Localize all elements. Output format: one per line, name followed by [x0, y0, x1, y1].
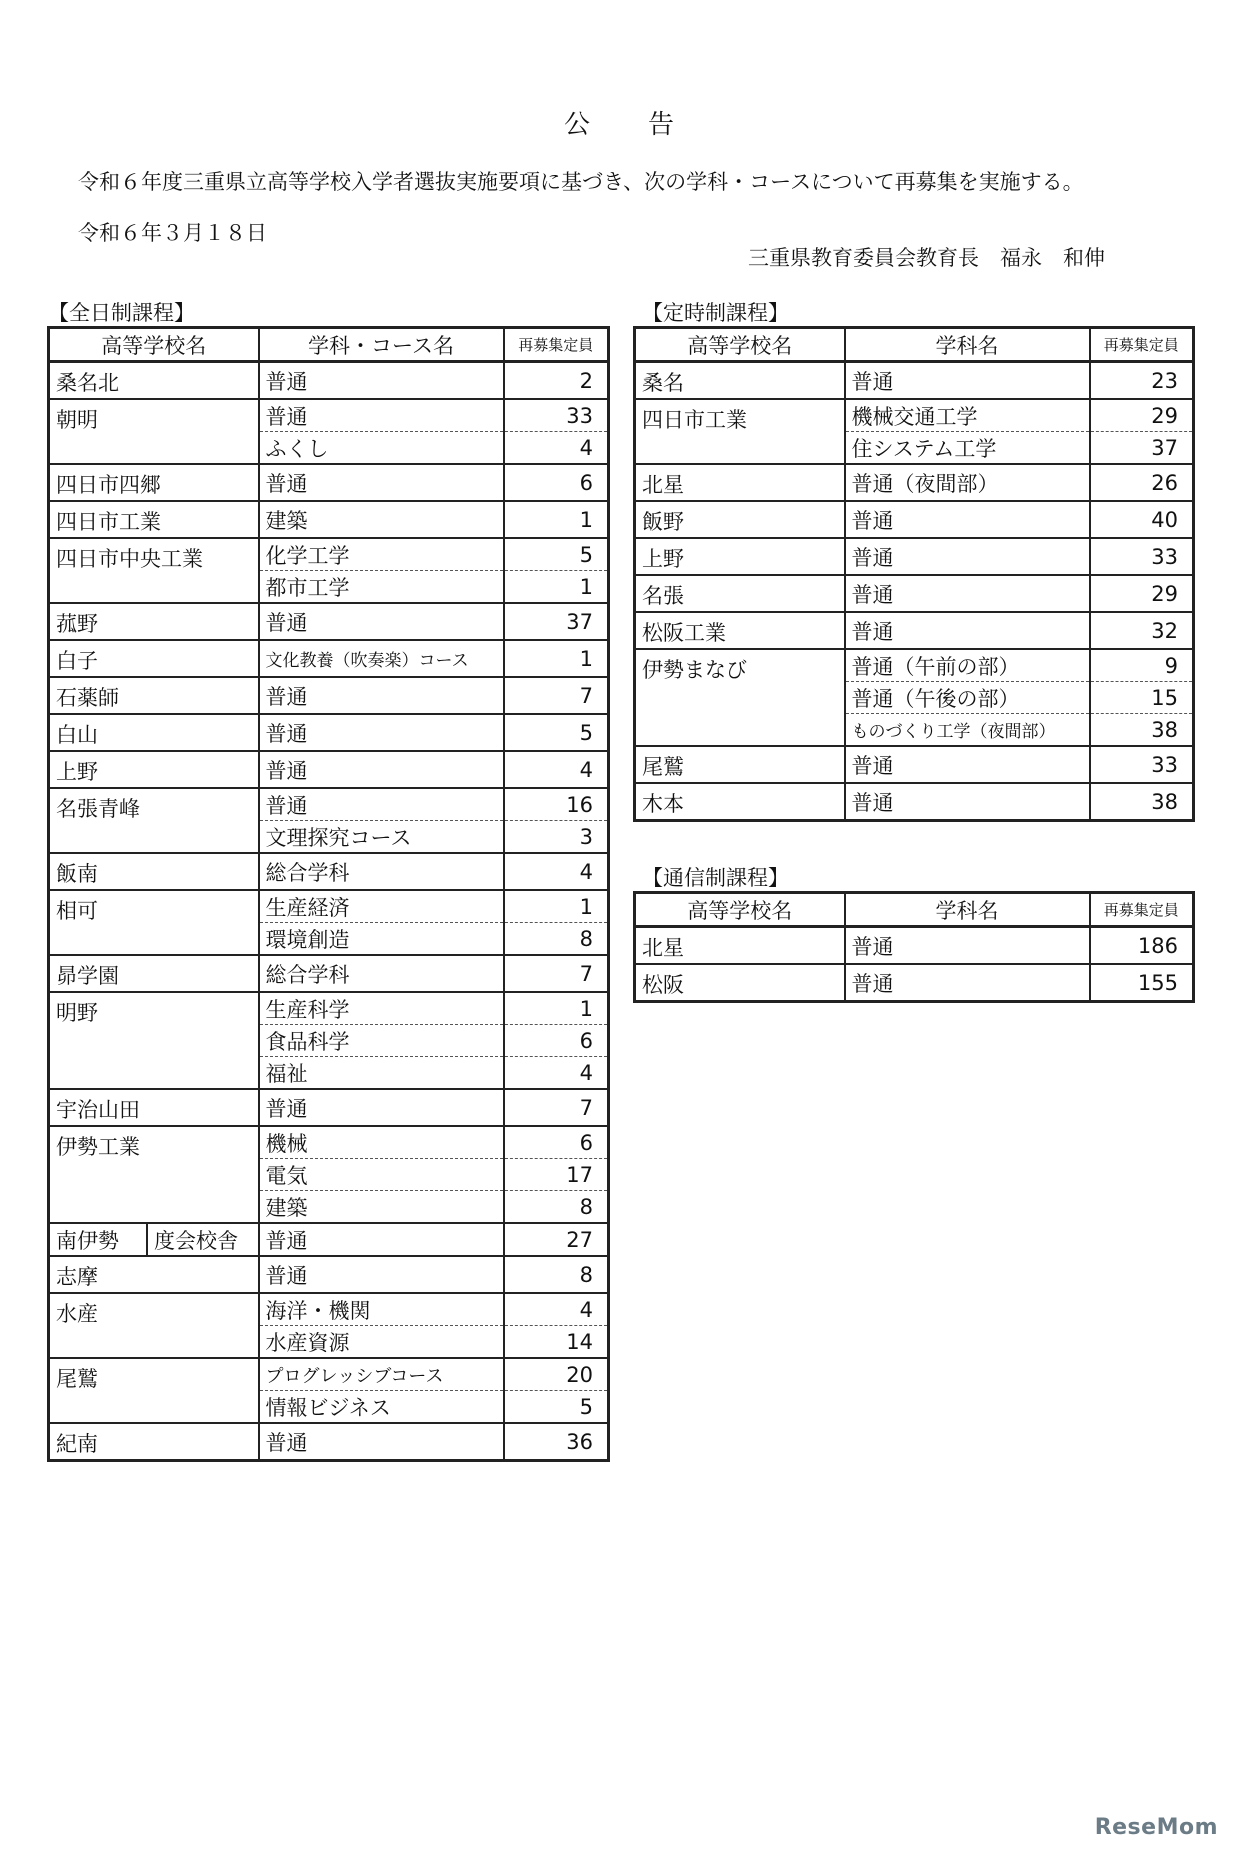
course-name: 普通 — [845, 927, 1090, 965]
quota-value: 27 — [504, 1223, 609, 1256]
quota-value: 20 — [504, 1358, 609, 1391]
quota-value: 5 — [504, 714, 609, 751]
course-name: 電気 — [259, 1159, 504, 1191]
school-name: 桑名北 — [49, 362, 259, 400]
table-row — [635, 612, 1194, 649]
course-name: 普通 — [259, 1423, 504, 1461]
header-school: 高等学校名 — [635, 328, 845, 362]
table-row — [49, 1358, 609, 1391]
school-name: 松阪工業 — [635, 612, 845, 649]
course-name: 普通 — [259, 603, 504, 640]
school-name: 明野 — [49, 992, 259, 1089]
course-name: 普通 — [259, 399, 504, 432]
school-name: 紀南 — [49, 1423, 259, 1461]
course-name: 化学工学 — [259, 538, 504, 571]
quota-value: 29 — [1090, 575, 1194, 612]
school-name: 伊勢まなび — [635, 649, 845, 746]
notice-signer: 三重県教育委員会教育長 福永 和伸 — [748, 246, 1105, 270]
quota-value: 15 — [1090, 682, 1194, 714]
course-name: 普通 — [845, 783, 1090, 821]
table-row — [635, 464, 1194, 501]
table-row — [635, 575, 1194, 612]
school-name: 名張青峰 — [49, 788, 259, 853]
course-name: 食品科学 — [259, 1025, 504, 1057]
course-name: 普通（夜間部） — [845, 464, 1090, 501]
quota-value: 6 — [504, 1025, 609, 1057]
quota-value: 7 — [504, 677, 609, 714]
school-name: 白山 — [49, 714, 259, 751]
school-name: 四日市工業 — [49, 501, 259, 538]
part-time-table — [633, 326, 1195, 822]
course-name: 環境創造 — [259, 923, 504, 956]
quota-value: 3 — [504, 821, 609, 854]
header-course: 学科名 — [845, 893, 1090, 927]
table-row — [635, 927, 1194, 965]
table-row — [49, 677, 609, 714]
quota-value: 29 — [1090, 399, 1194, 432]
quota-value: 26 — [1090, 464, 1194, 501]
header-course: 学科名 — [845, 328, 1090, 362]
school-name: 木本 — [635, 783, 845, 821]
school-name: 四日市工業 — [635, 399, 845, 464]
header-quota: 再募集定員 — [504, 328, 609, 362]
quota-value: 4 — [504, 751, 609, 788]
quota-value: 1 — [504, 501, 609, 538]
table-row — [49, 1089, 609, 1126]
school-name: 相可 — [49, 890, 259, 955]
quota-value: 8 — [504, 923, 609, 956]
table-row — [49, 464, 609, 501]
quota-value: 7 — [504, 955, 609, 992]
table-row — [49, 788, 609, 821]
course-name: 建築 — [259, 501, 504, 538]
course-name: プログレッシブコース — [259, 1358, 504, 1391]
quota-value: 7 — [504, 1089, 609, 1126]
header-school: 高等学校名 — [49, 328, 259, 362]
quota-value: 32 — [1090, 612, 1194, 649]
school-name: 松阪 — [635, 964, 845, 1002]
course-name: 普通（午後の部） — [845, 682, 1090, 714]
table-row — [49, 992, 609, 1025]
quota-value: 38 — [1090, 783, 1194, 821]
course-name: 普通 — [845, 964, 1090, 1002]
course-name: 普通 — [845, 538, 1090, 575]
quota-value: 5 — [504, 1391, 609, 1424]
school-name: 菰野 — [49, 603, 259, 640]
quota-value: 155 — [1090, 964, 1194, 1002]
table-row — [635, 501, 1194, 538]
school-name: 尾鷲 — [635, 746, 845, 783]
quota-value: 186 — [1090, 927, 1194, 965]
header-course: 学科・コース名 — [259, 328, 504, 362]
course-name: 生産科学 — [259, 992, 504, 1025]
quota-value: 2 — [504, 362, 609, 400]
header-quota: 再募集定員 — [1090, 328, 1194, 362]
course-name: 普通 — [259, 714, 504, 751]
campus-name: 度会校舎 — [154, 1228, 238, 1253]
course-name: 普通 — [845, 746, 1090, 783]
course-name: 普通 — [259, 677, 504, 714]
course-name: 情報ビジネス — [259, 1391, 504, 1424]
table-row — [49, 538, 609, 571]
course-name: 機械 — [259, 1126, 504, 1159]
watermark-logo: ReseMom — [1094, 1815, 1218, 1840]
table-row — [49, 603, 609, 640]
school-name: 飯南 — [49, 853, 259, 890]
school-cell — [49, 1223, 259, 1256]
table-row — [635, 538, 1194, 575]
course-name: ふくし — [259, 432, 504, 465]
quota-value: 33 — [504, 399, 609, 432]
school-name: 飯野 — [635, 501, 845, 538]
quota-value: 37 — [1090, 432, 1194, 465]
table-row — [49, 1126, 609, 1159]
school-name: 朝明 — [49, 399, 259, 464]
table-row — [635, 362, 1194, 400]
notice-title: 公 告 — [563, 110, 676, 140]
school-name: 石薬師 — [49, 677, 259, 714]
quota-value: 1 — [504, 890, 609, 923]
table-row — [49, 890, 609, 923]
course-name: 文化教養（吹奏楽）コース — [259, 640, 504, 677]
course-name: 普通（午前の部） — [845, 649, 1090, 682]
correspondence-section-label: 【通信制課程】 — [642, 866, 789, 890]
quota-value: 16 — [504, 788, 609, 821]
course-name: 水産資源 — [259, 1326, 504, 1359]
course-name: 普通 — [259, 751, 504, 788]
school-name: 白子 — [49, 640, 259, 677]
school-name: 水産 — [49, 1293, 259, 1358]
table-row — [49, 640, 609, 677]
table-row — [49, 853, 609, 890]
full-time-table — [47, 326, 610, 1462]
table-row — [635, 964, 1194, 1002]
course-name: 都市工学 — [259, 571, 504, 604]
quota-value: 40 — [1090, 501, 1194, 538]
correspondence-table — [633, 891, 1195, 1003]
school-name: 尾鷲 — [49, 1358, 259, 1423]
course-name: ものづくり工学（夜間部） — [845, 714, 1090, 747]
table-row — [49, 714, 609, 751]
school-name: 名張 — [635, 575, 845, 612]
course-name: 総合学科 — [259, 955, 504, 992]
quota-value: 1 — [504, 992, 609, 1025]
course-name: 建築 — [259, 1191, 504, 1224]
course-name: 普通 — [845, 501, 1090, 538]
table-row — [49, 399, 609, 432]
course-name: 海洋・機関 — [259, 1293, 504, 1326]
course-name: 普通 — [259, 1256, 504, 1293]
course-name: 総合学科 — [259, 853, 504, 890]
table-row — [49, 1423, 609, 1461]
quota-value: 5 — [504, 538, 609, 571]
course-name: 普通 — [845, 362, 1090, 400]
school-name: 昴学園 — [49, 955, 259, 992]
course-name: 住システム工学 — [845, 432, 1090, 465]
quota-value: 14 — [504, 1326, 609, 1359]
quota-value: 36 — [504, 1423, 609, 1461]
school-name: 上野 — [49, 751, 259, 788]
part-time-section-label: 【定時制課程】 — [642, 301, 789, 325]
notice-date: 令和６年３月１８日 — [78, 221, 267, 245]
quota-value: 4 — [504, 1057, 609, 1090]
school-name: 北星 — [635, 464, 845, 501]
header-school: 高等学校名 — [635, 893, 845, 927]
course-name: 普通 — [845, 575, 1090, 612]
quota-value: 38 — [1090, 714, 1194, 747]
notice-intro: 令和６年度三重県立高等学校入学者選抜実施要項に基づき、次の学科・コースについて再募集を実施する。 — [78, 170, 1084, 194]
course-name: 普通 — [259, 1089, 504, 1126]
course-name: 文理探究コース — [259, 821, 504, 854]
table-row — [635, 399, 1194, 432]
table-row — [49, 955, 609, 992]
quota-value: 4 — [504, 1293, 609, 1326]
table-row — [49, 1256, 609, 1293]
course-name: 普通 — [259, 362, 504, 400]
quota-value: 6 — [504, 1126, 609, 1159]
quota-value: 8 — [504, 1191, 609, 1224]
school-name: 伊勢工業 — [49, 1126, 259, 1223]
header-quota: 再募集定員 — [1090, 893, 1194, 927]
quota-value: 1 — [504, 571, 609, 604]
course-name: 機械交通工学 — [845, 399, 1090, 432]
school-name: 上野 — [635, 538, 845, 575]
school-name: 四日市四郷 — [49, 464, 259, 501]
school-name: 北星 — [635, 927, 845, 965]
quota-value: 6 — [504, 464, 609, 501]
quota-value: 37 — [504, 603, 609, 640]
quota-value: 4 — [504, 432, 609, 465]
school-name: 南伊勢 — [50, 1224, 148, 1255]
course-name: 普通 — [259, 788, 504, 821]
full-time-section-label: 【全日制課程】 — [48, 301, 195, 325]
table-row — [635, 783, 1194, 821]
quota-value: 17 — [504, 1159, 609, 1191]
table-row — [49, 501, 609, 538]
course-name: 普通 — [259, 464, 504, 501]
quota-value: 33 — [1090, 538, 1194, 575]
course-name: 生産経済 — [259, 890, 504, 923]
school-name: 宇治山田 — [49, 1089, 259, 1126]
school-name: 四日市中央工業 — [49, 538, 259, 603]
table-row — [635, 649, 1194, 682]
school-name: 志摩 — [49, 1256, 259, 1293]
table-row — [49, 751, 609, 788]
quota-value: 23 — [1090, 362, 1194, 400]
course-name: 普通 — [845, 612, 1090, 649]
table-row — [49, 362, 609, 400]
quota-value: 8 — [504, 1256, 609, 1293]
table-row — [635, 746, 1194, 783]
table-row — [49, 1223, 609, 1256]
table-row — [49, 1293, 609, 1326]
quota-value: 4 — [504, 853, 609, 890]
course-name: 普通 — [259, 1223, 504, 1256]
quota-value: 1 — [504, 640, 609, 677]
course-name: 福祉 — [259, 1057, 504, 1090]
quota-value: 33 — [1090, 746, 1194, 783]
quota-value: 9 — [1090, 649, 1194, 682]
school-name: 桑名 — [635, 362, 845, 400]
